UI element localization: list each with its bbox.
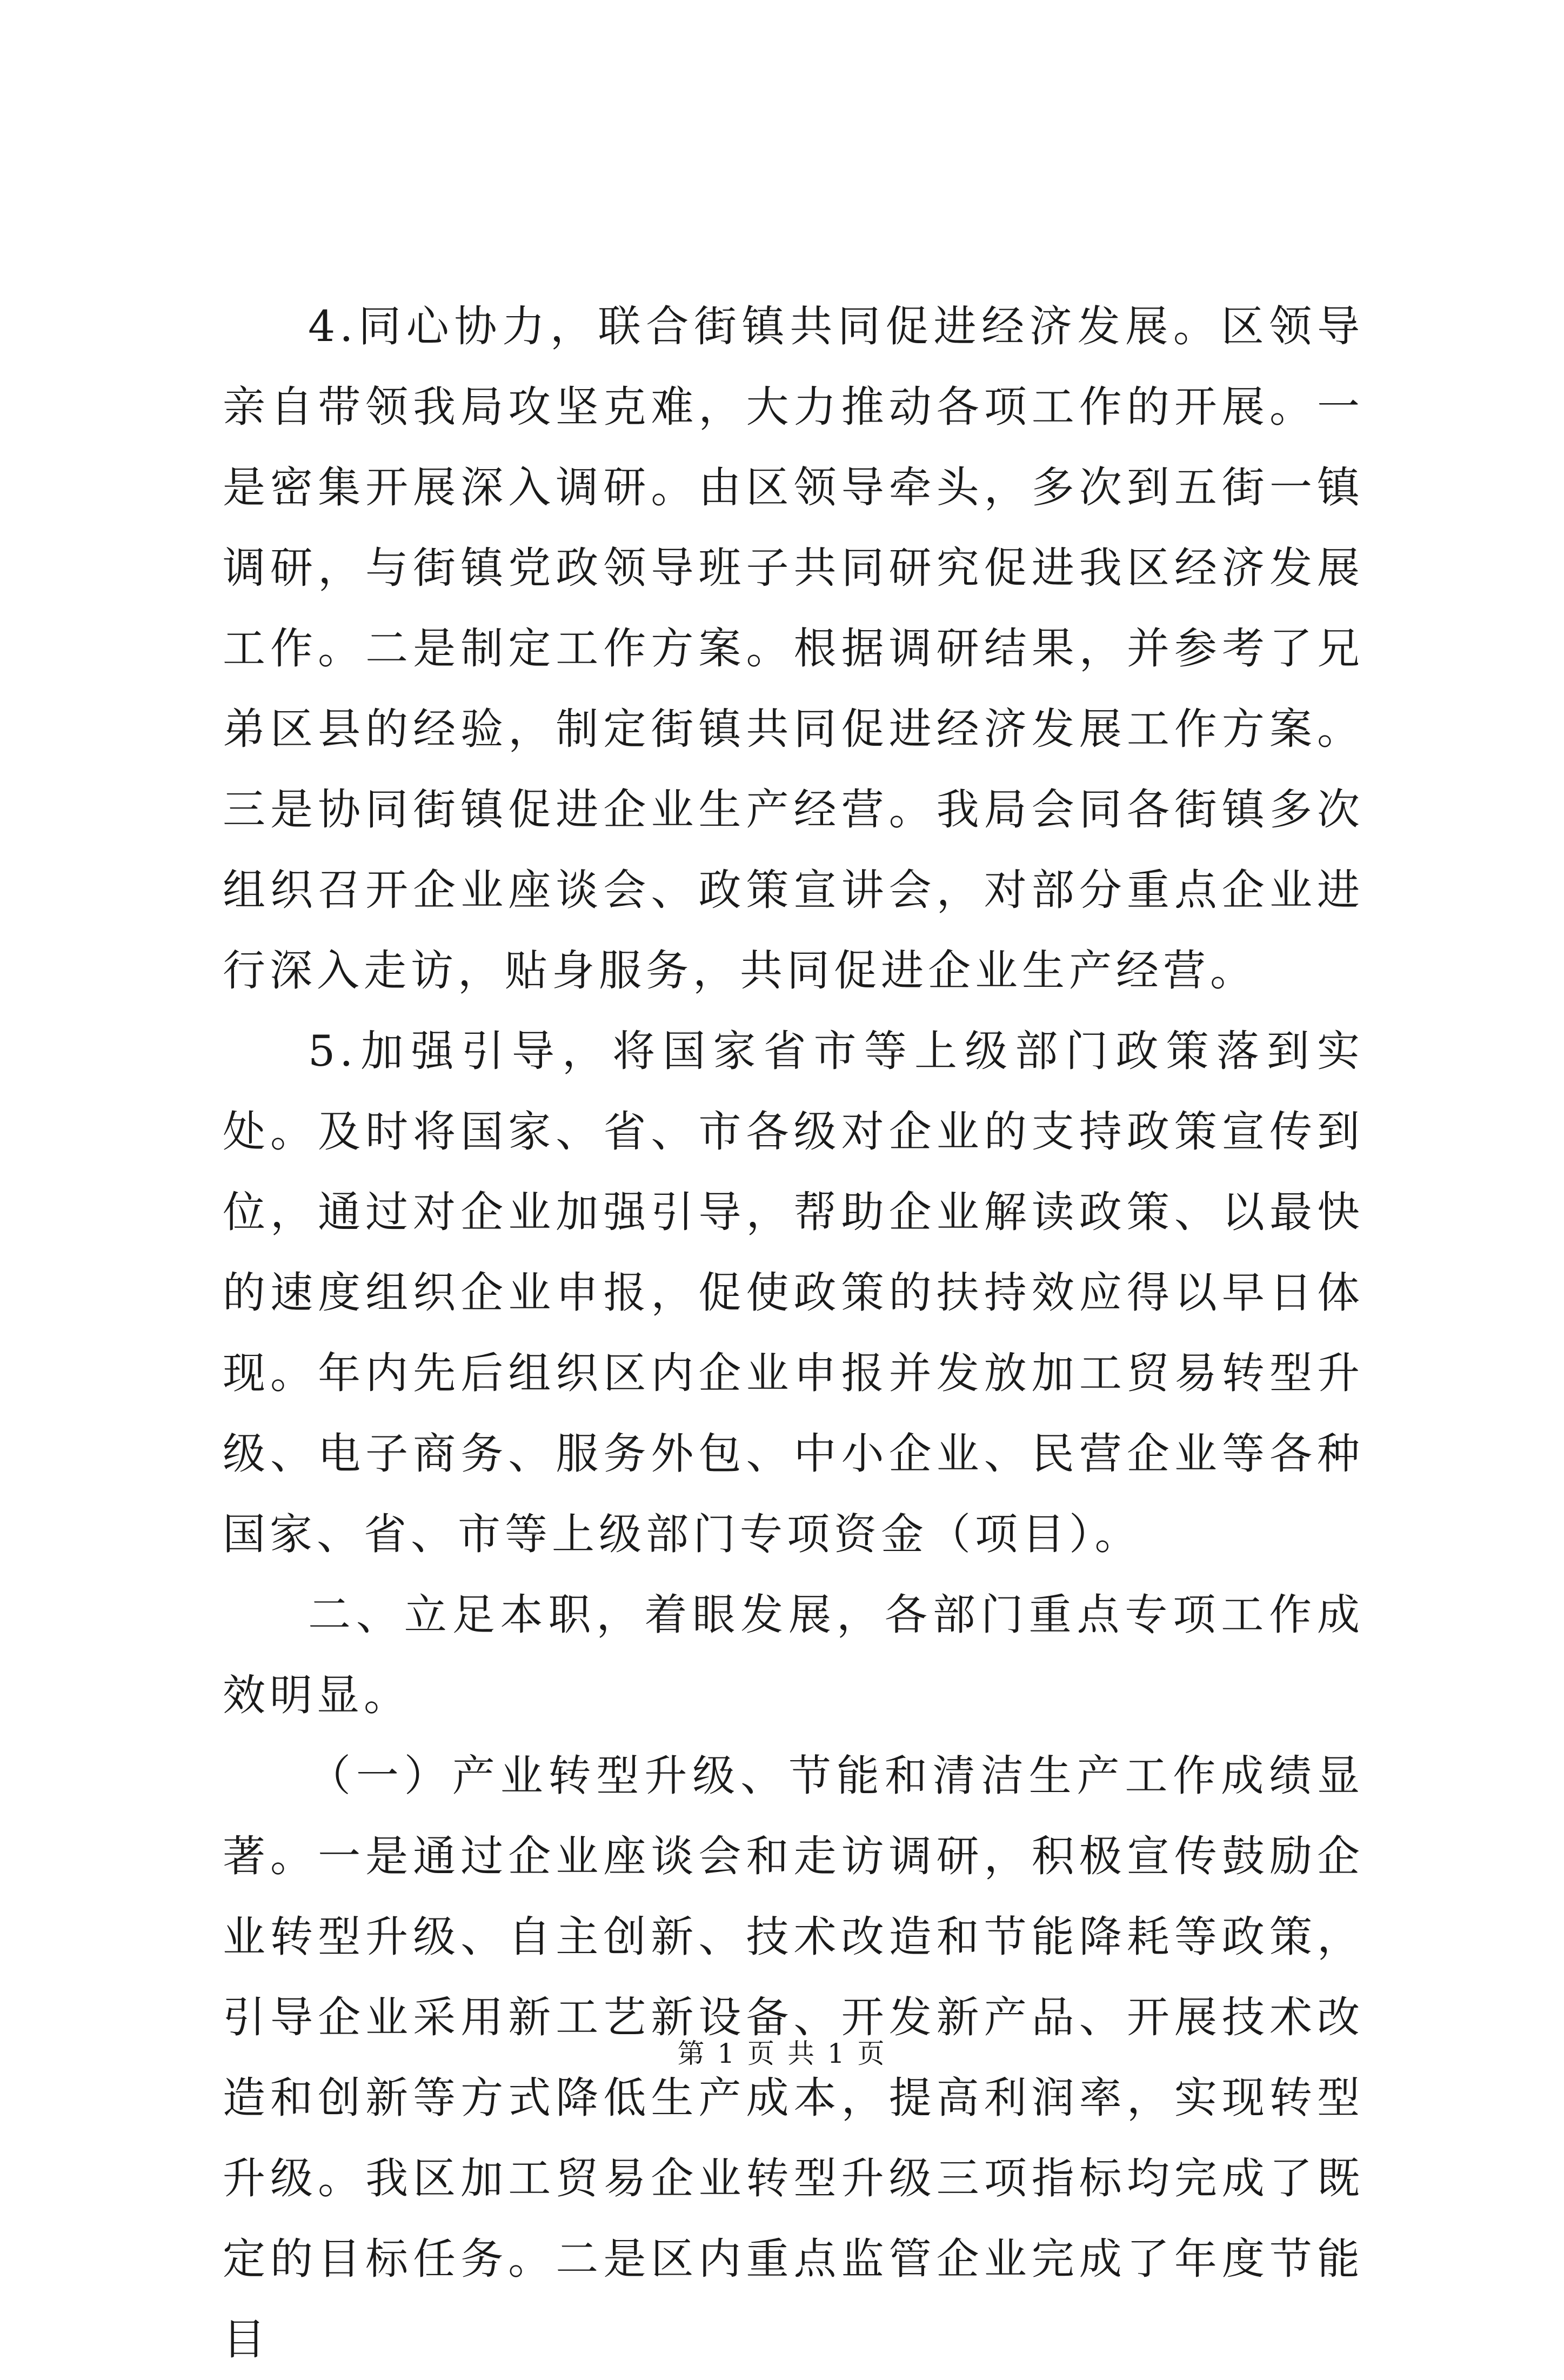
- section-heading-2: 二、立足本职，着眼发展，各部门重点专项工作成效明显。: [223, 1590, 1364, 1720]
- page-number: 第 1 页 共 1 页: [677, 2038, 887, 2069]
- subsection-1-paragraph: （一）产业转型升级、节能和清洁生产工作成绩显著。一是通过企业座谈会和走访调研，积极宣传鼓励企业转型升级、自主创新、技术改造和节能降耗等政策，引导企业采用新工艺新设备、开发新产品、开展技术改造和创新等方式降低生产成本，提高利润率，实现转型升级。我区加工贸易企业转型升级三项指标均完成了既定的目标任务。二是区内重点监管企业完成了年度节能目: [223, 1751, 1364, 2364]
- page-footer: [0, 2032, 1564, 2071]
- paragraph-4: 4.同心协力，联合街镇共同促进经济发展。区领导亲自带领我局攻坚克难，大力推动各项工作的开展。一是密集开展深入调研。由区领导牵头，多次到五街一镇调研，与街镇党政领导班子共同研究促进我区经济发展工作。二是制定工作方案。根据调研结果，并参考了兄弟区县的经验，制定街镇共同促进经济发展工作方案。三是协同街镇促进企业生产经营。我局会同各街镇多次组织召开企业座谈会、政策宣讲会，对部分重点企业进行深入走访，贴身服务，共同促进企业生产经营。: [223, 302, 1364, 995]
- paragraph-5: 5.加强引导，将国家省市等上级部门政策落到实处。及时将国家、省、市各级对企业的支持政策宣传到位，通过对企业加强引导，帮助企业解读政策、以最快的速度组织企业申报，促使政策的扶持效应得以早日体现。年内先后组织区内企业申报并发放加工贸易转型升级、电子商务、服务外包、中小企业、民营企业等各种国家、省、市等上级部门专项资金（项目）。: [223, 1026, 1364, 1559]
